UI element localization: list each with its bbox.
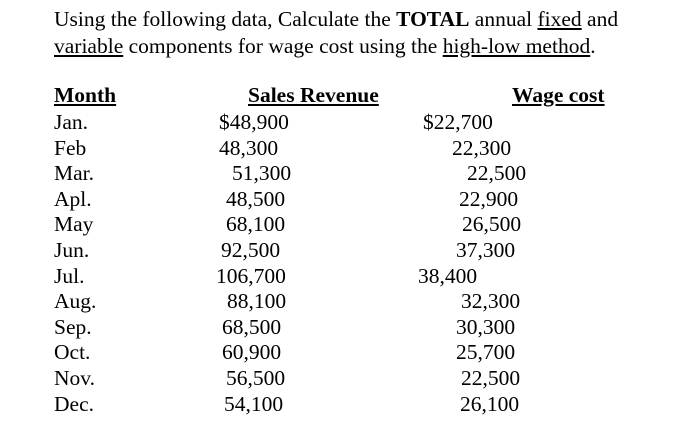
month-cell: Jul. [54, 263, 85, 288]
wage-cost-cell: 22,900 [459, 186, 519, 211]
sales-revenue-cell: 68,100 [226, 212, 286, 237]
month-cell: Nov. [54, 366, 96, 390]
wage-cost-cell: 26,100 [460, 391, 520, 416]
wage-cost-cell: 25,700 [456, 340, 516, 365]
month-cell: Sep. [54, 314, 92, 339]
wage-cost-cell: 38,400 [418, 263, 478, 288]
sales-revenue-cell: 54,100 [224, 391, 284, 416]
sales-revenue-cell: 48,300 [219, 135, 279, 160]
sales-revenue-cell: $48,900 [219, 110, 289, 134]
month-cell: Aug. [54, 289, 97, 314]
sales-revenue-cell: 68,500 [222, 314, 282, 339]
month-cell: May [54, 212, 94, 237]
sales-revenue-cell: 88,100 [227, 289, 287, 314]
sales-revenue-cell: 48,500 [226, 186, 286, 211]
prompt-text-2: annual [469, 7, 538, 31]
wage-cost-cell: $22,700 [423, 110, 493, 134]
prompt-variable-underlined: variable [54, 34, 124, 58]
question-prompt [54, 6, 674, 60]
sales-revenue-cell: 51,300 [232, 161, 292, 186]
prompt-total-emphasis: TOTAL [396, 7, 470, 31]
wage-cost-cell: 22,500 [467, 161, 527, 186]
month-cell: Apl. [54, 186, 92, 211]
month-cell: Jun. [54, 238, 90, 262]
prompt-text-4: components for wage cost using the [123, 34, 443, 58]
wage-cost-cell: 26,500 [462, 212, 522, 237]
prompt-text-5: . [590, 34, 596, 58]
month-cell: Feb [54, 135, 87, 160]
wage-cost-cell: 30,300 [456, 314, 516, 339]
month-cell: Jan. [54, 110, 89, 134]
prompt-fixed-underlined: fixed [537, 7, 582, 31]
sales-revenue-cell: 60,900 [222, 340, 282, 365]
sales-revenue-cell: 56,500 [226, 366, 286, 390]
sales-revenue-cell: 106,700 [216, 263, 286, 288]
month-cell: Oct. [54, 340, 91, 365]
wage-cost-column-header: Wage cost [512, 83, 605, 107]
wage-cost-cell: 22,500 [461, 366, 521, 390]
month-cell: Dec. [54, 391, 94, 416]
month-cell: Mar. [54, 161, 95, 186]
sales-revenue-cell: 92,500 [221, 238, 281, 262]
prompt-method-underlined: high-low method [442, 34, 591, 58]
wage-cost-cell: 37,300 [456, 238, 516, 262]
sales-revenue-column-header: Sales Revenue [248, 83, 379, 107]
prompt-text-3: and [581, 7, 619, 31]
wage-cost-cell: 32,300 [461, 289, 521, 314]
prompt-text-1: Using the following data, Calculate the [54, 7, 397, 31]
month-column-header: Month [54, 83, 117, 107]
wage-cost-cell: 22,300 [452, 135, 512, 160]
